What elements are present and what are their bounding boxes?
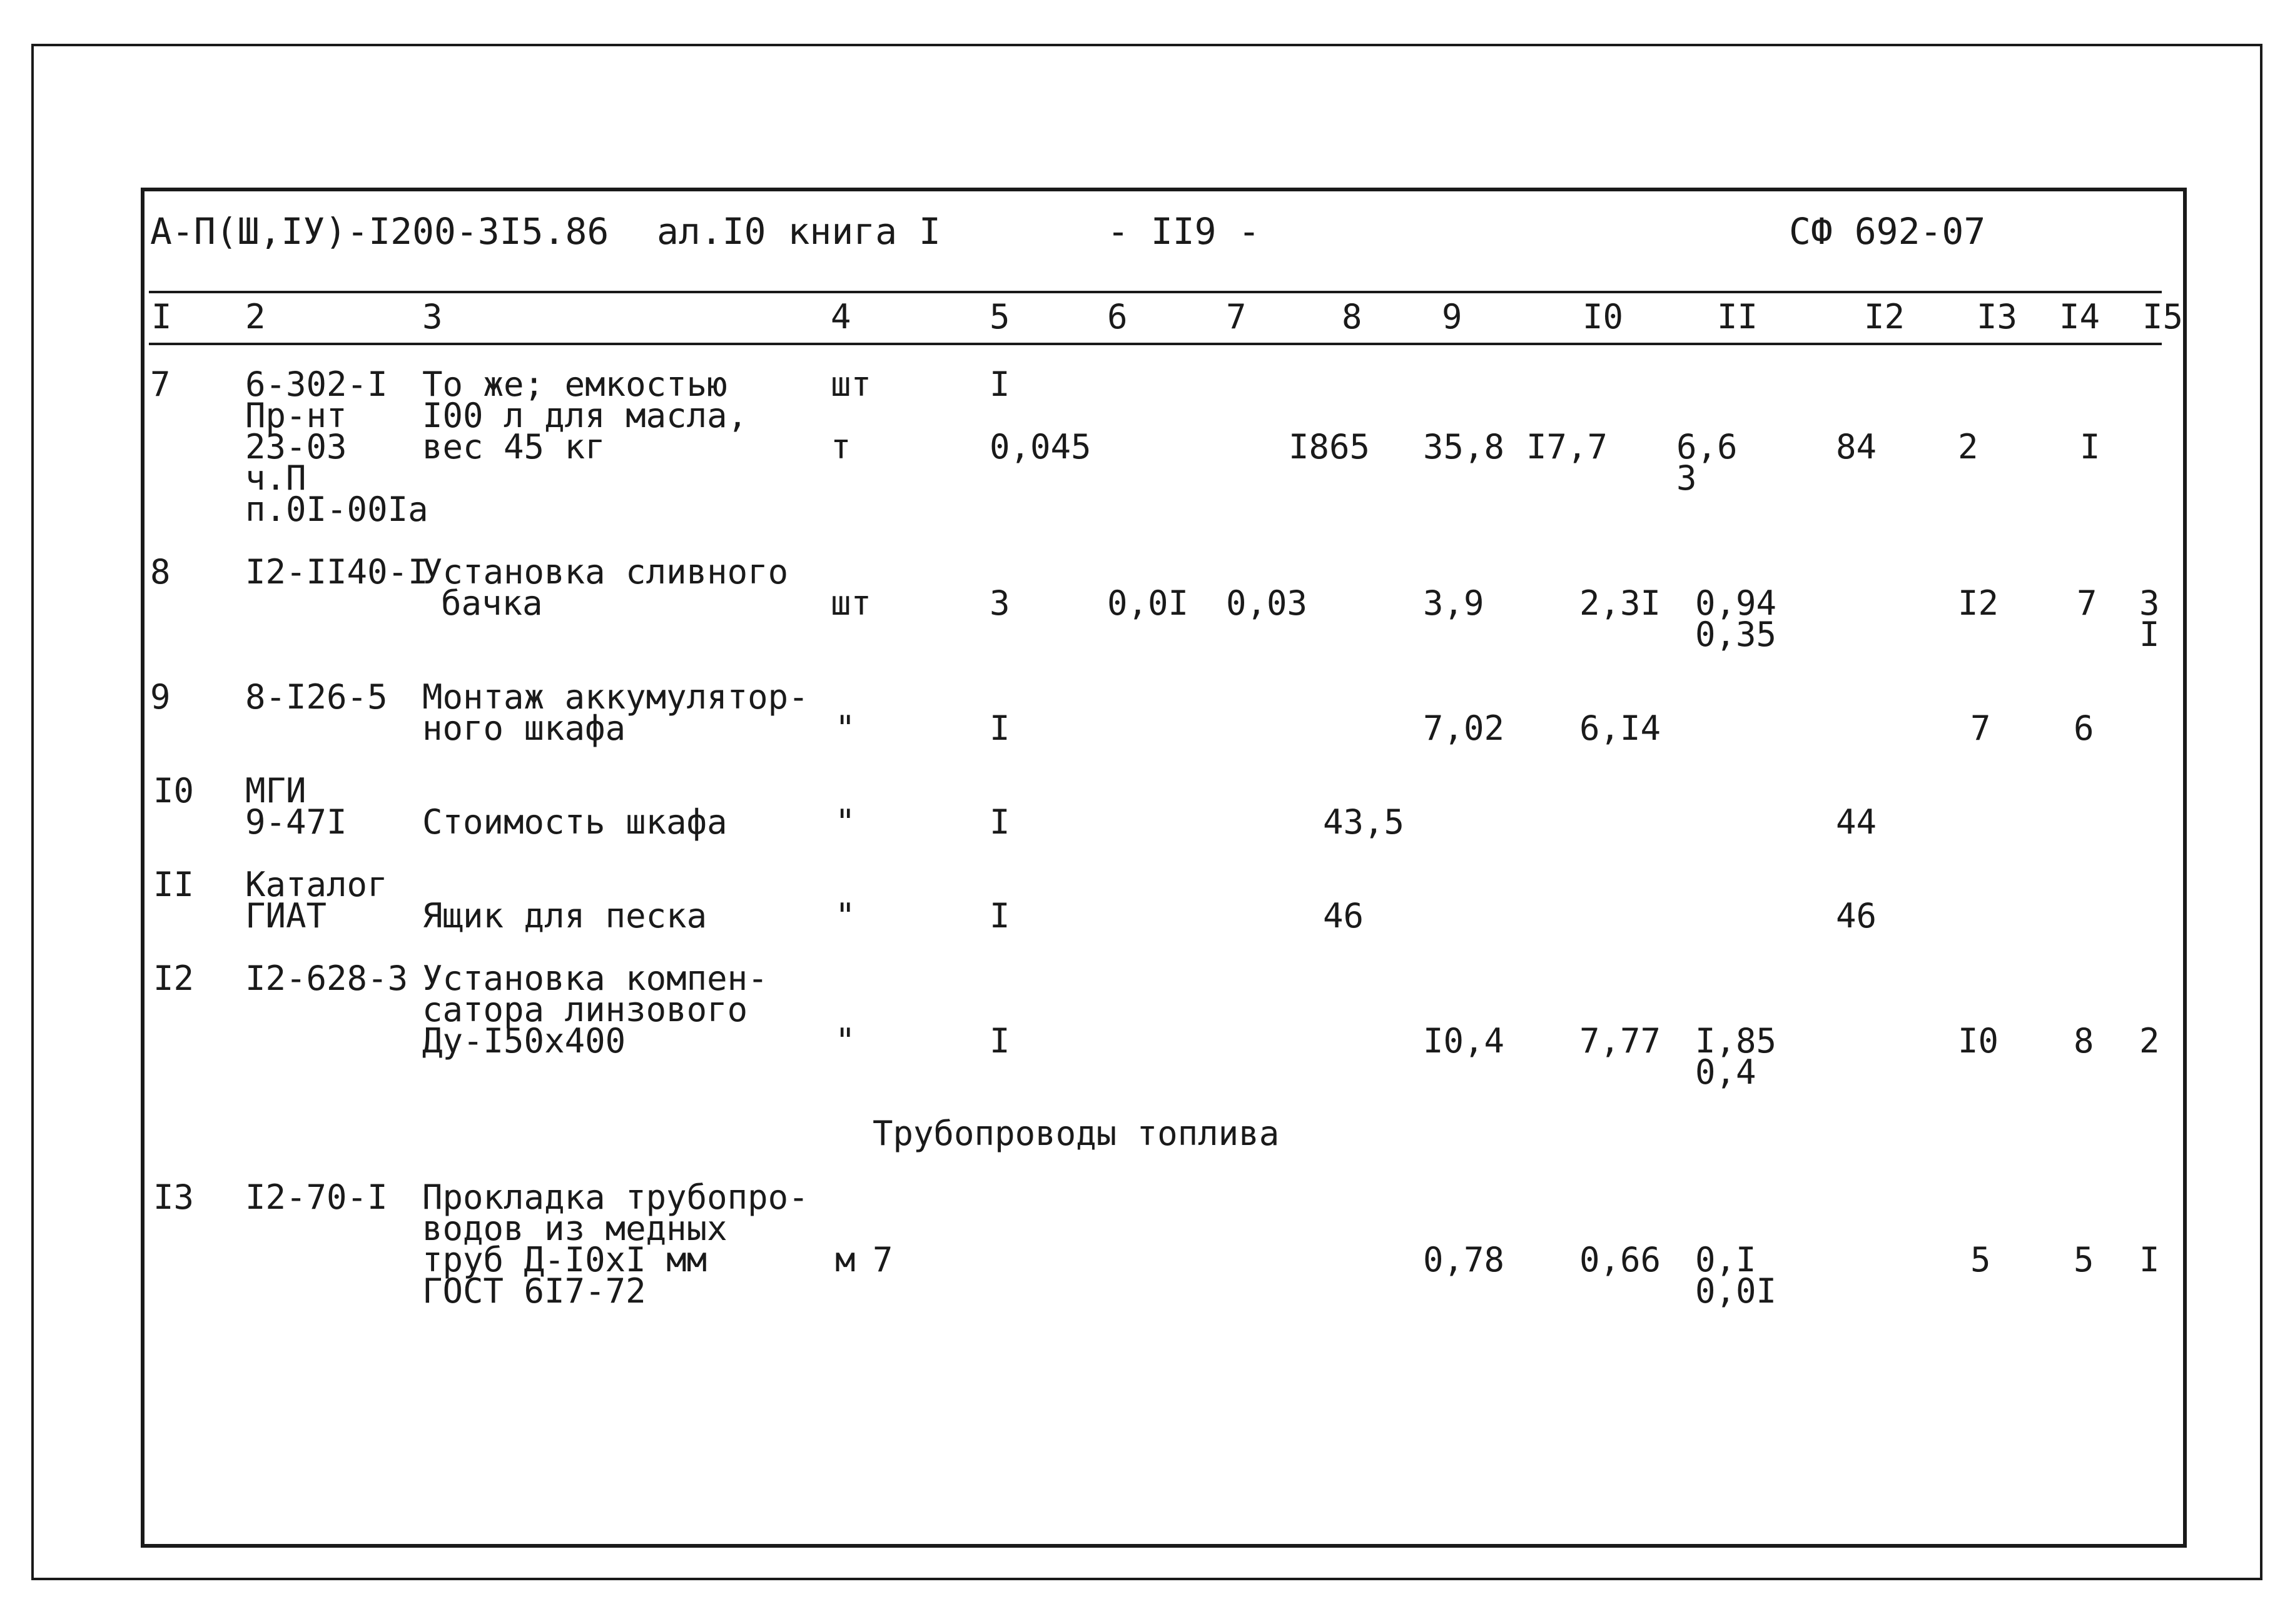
row-cell: 0,I bbox=[1695, 1240, 1756, 1279]
row-cell: I2 bbox=[1958, 583, 1999, 623]
row-description-line: бачка bbox=[441, 583, 543, 623]
row-cell: 35,8 bbox=[1423, 427, 1505, 467]
row-cell: 8 bbox=[2074, 1021, 2094, 1061]
row-cell: I7,7 bbox=[1526, 427, 1608, 467]
column-header: I4 bbox=[2059, 297, 2100, 336]
row-quantity: I bbox=[990, 802, 1010, 842]
row-cell: 0,94 bbox=[1695, 583, 1777, 623]
row-code-line: п.0I-00Iа bbox=[245, 490, 428, 529]
row-cell: 7,02 bbox=[1423, 709, 1505, 748]
row-cell: 0,78 bbox=[1423, 1240, 1505, 1279]
row-cell: I865 bbox=[1289, 427, 1370, 467]
column-header: I5 bbox=[2142, 297, 2184, 336]
column-header: 3 bbox=[422, 297, 443, 336]
column-header: 4 bbox=[831, 297, 851, 336]
row-cell: 0,4 bbox=[1695, 1052, 1756, 1092]
row-cell: 2,3I bbox=[1579, 583, 1661, 623]
row-cell: 44 bbox=[1836, 802, 1877, 842]
row-description-line: водов из медных bbox=[422, 1209, 727, 1248]
table-row-number: 9 bbox=[150, 677, 171, 717]
row-cell: 7 bbox=[1970, 709, 1991, 748]
row-code-line: I2-628-3 bbox=[245, 959, 408, 998]
row-cell: 6 bbox=[2074, 709, 2094, 748]
row-cell: 7,77 bbox=[1579, 1021, 1661, 1061]
row-cell: 0,0I bbox=[1107, 583, 1189, 623]
sheet-code: СФ 692-07 bbox=[1789, 210, 1986, 253]
table-row-number: 7 bbox=[150, 365, 171, 404]
table-row-number: I3 bbox=[153, 1178, 195, 1217]
row-description-line: Установка компен- bbox=[422, 959, 768, 998]
row-code-line: 23-03 bbox=[245, 427, 347, 467]
row-unit: " bbox=[835, 709, 856, 748]
row-quantity: 0,045 bbox=[990, 427, 1092, 467]
row-cell: I bbox=[2139, 1240, 2160, 1279]
row-code-line: 9-47I bbox=[245, 802, 347, 842]
row-code-line: МГИ bbox=[245, 771, 307, 810]
row-unit: " bbox=[835, 896, 856, 936]
row-code-line: I2-II40-I bbox=[245, 552, 428, 592]
section-title: Трубопроводы топлива bbox=[873, 1114, 1280, 1153]
row-unit: т bbox=[831, 427, 851, 467]
row-cell: 6,I4 bbox=[1579, 709, 1661, 748]
column-header: 6 bbox=[1107, 297, 1128, 336]
row-cell: I bbox=[2080, 427, 2100, 467]
row-code-line: ч.П bbox=[245, 458, 307, 498]
column-header: 5 bbox=[990, 297, 1010, 336]
row-description-line: сатора линзового bbox=[422, 990, 748, 1029]
table-row-number: 8 bbox=[150, 552, 171, 592]
row-description-line: вес 45 кг bbox=[422, 427, 605, 467]
column-header: I0 bbox=[1583, 297, 1624, 336]
row-quantity: 3 bbox=[990, 583, 1010, 623]
table-row-number: I2 bbox=[153, 959, 195, 998]
row-code-line: Пр-нт bbox=[245, 396, 347, 435]
column-header: I2 bbox=[1864, 297, 1905, 336]
row-description-line: ного шкафа bbox=[422, 709, 626, 748]
row-cell: 2 bbox=[1958, 427, 1978, 467]
row-cell: 84 bbox=[1836, 427, 1877, 467]
column-header: I bbox=[151, 297, 172, 336]
row-description-line: ГОСТ 6I7-72 bbox=[422, 1271, 646, 1311]
row-description-line: Установка сливного bbox=[422, 552, 789, 592]
column-header: II bbox=[1717, 297, 1758, 336]
row-cell: 7 bbox=[2077, 583, 2097, 623]
column-header: 2 bbox=[245, 297, 266, 336]
row-code-line: 8-I26-5 bbox=[245, 677, 388, 717]
row-cell: I0 bbox=[1958, 1021, 1999, 1061]
header-rule-top bbox=[149, 291, 2162, 293]
row-cell: I0,4 bbox=[1423, 1021, 1505, 1061]
row-cell: 3 bbox=[2139, 583, 2160, 623]
row-description-line: То же; емкостью bbox=[422, 365, 727, 404]
row-cell: 46 bbox=[1836, 896, 1877, 936]
row-quantity: I bbox=[990, 1021, 1010, 1061]
row-cell: 43,5 bbox=[1323, 802, 1405, 842]
doc-code: А-П(Ш,IУ)-I200-3I5.86 bbox=[150, 210, 609, 253]
row-code-line: 6-302-I bbox=[245, 365, 388, 404]
row-cell: 0,03 bbox=[1226, 583, 1308, 623]
table-row-number: I0 bbox=[153, 771, 195, 810]
album-label: ал.I0 книга I bbox=[657, 210, 941, 253]
row-cell: 5 bbox=[2074, 1240, 2094, 1279]
table-row-number: II bbox=[153, 865, 195, 904]
row-quantity: 7 bbox=[873, 1240, 893, 1279]
row-cell: 0,0I bbox=[1695, 1271, 1777, 1311]
row-unit: " bbox=[835, 802, 856, 842]
row-unit: шт bbox=[831, 365, 872, 404]
row-unit: м bbox=[835, 1240, 856, 1279]
page-number: - II9 - bbox=[1107, 210, 1260, 253]
row-code-line: I2-70-I bbox=[245, 1178, 388, 1217]
row-unit: " bbox=[835, 1021, 856, 1061]
row-description-line: I00 л для масла, bbox=[422, 396, 748, 435]
row-cell: 0,66 bbox=[1579, 1240, 1661, 1279]
row-quantity: I bbox=[990, 709, 1010, 748]
row-quantity: I bbox=[990, 365, 1010, 404]
header-rule-bottom bbox=[149, 343, 2162, 345]
row-cell: 3 bbox=[1676, 458, 1697, 498]
row-description-line: Ящик для песка bbox=[422, 896, 707, 936]
row-description-line: Монтаж аккумулятор- bbox=[422, 677, 809, 717]
row-cell: 6,6 bbox=[1676, 427, 1738, 467]
row-description-line: Стоимость шкафа bbox=[422, 802, 727, 842]
row-unit: шт bbox=[831, 583, 872, 623]
row-description-line: Прокладка трубопро- bbox=[422, 1178, 809, 1217]
column-header: 9 bbox=[1442, 297, 1462, 336]
row-cell: I bbox=[2139, 615, 2160, 654]
column-header: I3 bbox=[1977, 297, 2018, 336]
row-quantity: I bbox=[990, 896, 1010, 936]
row-description-line: Ду-I50х400 bbox=[422, 1021, 626, 1061]
row-description-line: труб Д-I0хI мм bbox=[422, 1240, 707, 1279]
column-header: 7 bbox=[1226, 297, 1247, 336]
row-code-line: Каталог bbox=[245, 865, 388, 904]
row-cell: I,85 bbox=[1695, 1021, 1777, 1061]
row-cell: 2 bbox=[2139, 1021, 2160, 1061]
row-cell: 46 bbox=[1323, 896, 1364, 936]
row-cell: 5 bbox=[1970, 1240, 1991, 1279]
row-cell: 0,35 bbox=[1695, 615, 1777, 654]
column-header: 8 bbox=[1342, 297, 1362, 336]
row-cell: 3,9 bbox=[1423, 583, 1484, 623]
row-code-line: ГИАТ bbox=[245, 896, 327, 936]
